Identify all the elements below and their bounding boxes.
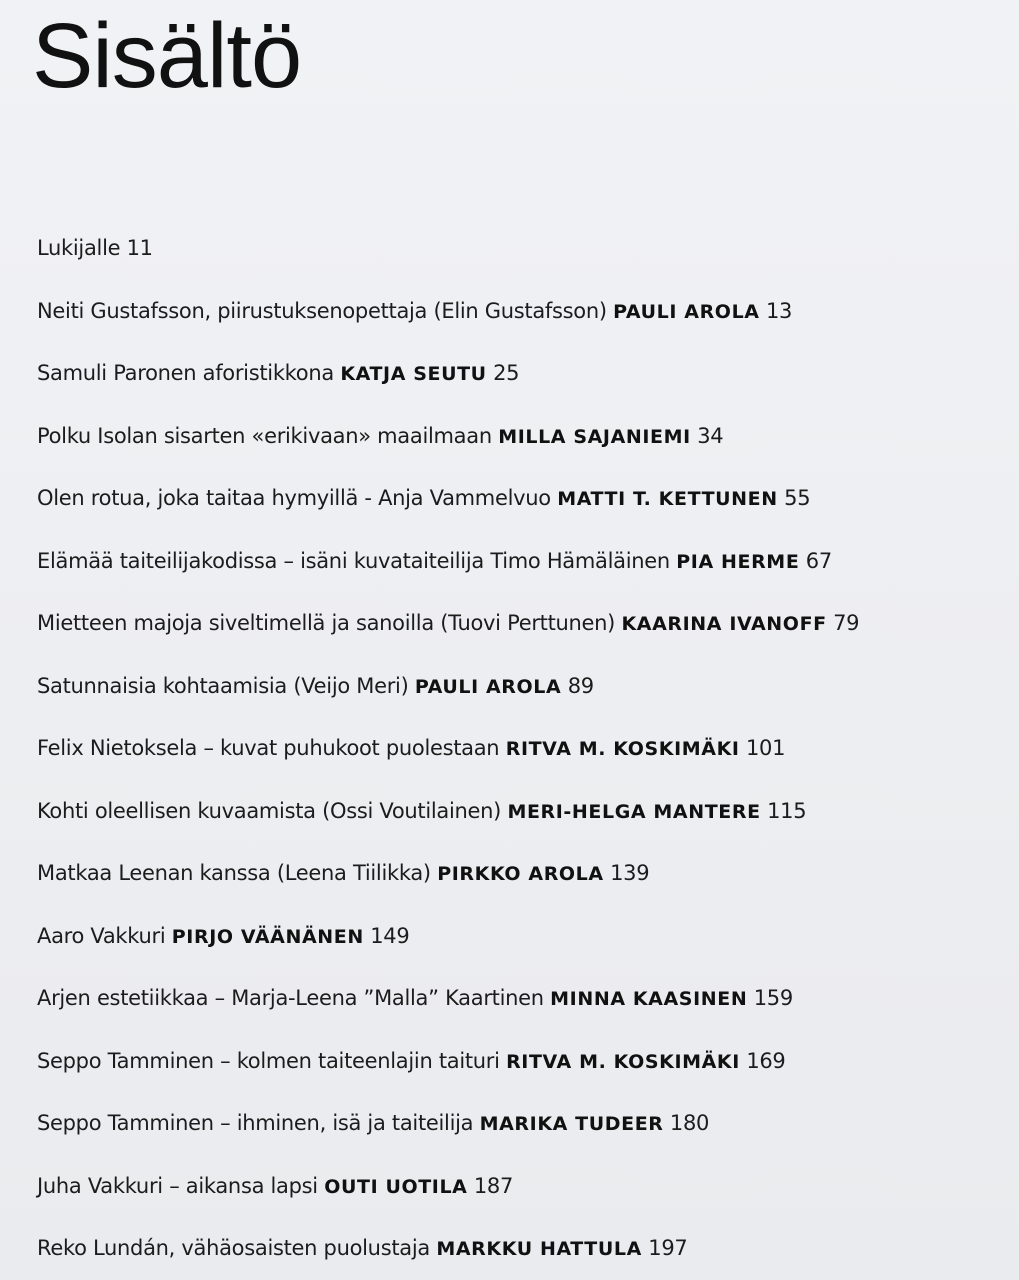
entry-title: Samuli Paronen aforistikkona <box>37 361 334 385</box>
entry-title: Reko Lundán, vähäosaisten puolustaja <box>37 1236 430 1260</box>
entry-author: RITVA M. KOSKIMÄKI <box>505 738 740 760</box>
toc-entry <box>37 921 859 984</box>
toc-entry <box>37 608 859 671</box>
entry-title: Olen rotua, joka taitaa hymyillä - Anja Vammelvuo <box>37 486 551 510</box>
entry-title: Neiti Gustafsson, piirustuksenopettaja (Elin Gustafsson) <box>37 298 607 323</box>
entry-page-number: 197 <box>648 1236 688 1260</box>
entry-title: Elämää taiteilijakodissa – isäni kuvataiteilija Timo Hämäläinen <box>37 548 670 573</box>
toc-entry <box>37 483 859 546</box>
entry-page-number: 67 <box>805 548 832 573</box>
entry-author: MINNA KAASINEN <box>550 988 748 1010</box>
entry-title: Aaro Vakkuri <box>37 923 166 948</box>
entry-author: PIA HERME <box>676 550 800 573</box>
toc-entry <box>37 671 859 734</box>
entry-author: PAULI AROLA <box>613 300 760 323</box>
entry-author: PIRJO VÄÄNÄNEN <box>171 925 364 948</box>
toc-entry <box>37 733 859 796</box>
entry-author: OUTI UOTILA <box>324 1175 468 1198</box>
entry-page-number: 55 <box>784 486 811 510</box>
entry-title: Satunnaisia kohtaamisia (Veijo Meri) <box>37 673 409 698</box>
toc-entry <box>37 1233 859 1280</box>
toc-entry <box>37 1171 859 1234</box>
entry-author: MILLA SAJANIEMI <box>498 425 691 448</box>
entry-page-number: 169 <box>746 1048 786 1073</box>
page-title: Sisältö <box>32 5 302 107</box>
toc-entry <box>37 983 859 1046</box>
entry-author: MARIKA TUDEER <box>479 1113 664 1135</box>
entry-author: PAULI AROLA <box>414 675 562 698</box>
entry-page-number: 89 <box>567 673 594 698</box>
entry-page-number: 187 <box>473 1173 514 1198</box>
entry-title: Seppo Tamminen – ihminen, isä ja taiteilija <box>37 1111 474 1135</box>
toc-entry <box>37 358 859 421</box>
entry-author: MATTI T. KETTUNEN <box>557 488 778 510</box>
entry-title: Kohti oleellisen kuvaamista (Ossi Voutilainen) <box>37 798 502 823</box>
entry-page-number: 13 <box>765 298 793 323</box>
entry-author: MARKKU HATTULA <box>436 1238 642 1260</box>
entry-page-number: 101 <box>745 736 786 760</box>
entry-title: Seppo Tamminen – kolmen taiteenlajin taituri <box>37 1048 500 1073</box>
entry-title: Mietteen majoja siveltimellä ja sanoilla (Tuovi Perttunen) <box>37 611 616 635</box>
entry-title: Matkaa Leenan kanssa (Leena Tiilikka) <box>37 861 431 885</box>
entry-title: Felix Nietoksela – kuvat puhukoot puolestaan <box>37 736 500 760</box>
entry-page-number: 79 <box>833 611 860 635</box>
toc-entry <box>37 1108 859 1171</box>
toc-entry <box>37 233 859 296</box>
toc-entry <box>37 796 859 859</box>
entry-page-number: 180 <box>669 1111 710 1135</box>
entry-author: MERI-HELGA MANTERE <box>507 800 761 823</box>
entry-page-number: 11 <box>126 236 153 260</box>
entry-author: RITVA M. KOSKIMÄKI <box>506 1050 740 1073</box>
entry-title: Lukijalle <box>37 236 121 260</box>
entry-page-number: 149 <box>370 923 410 948</box>
entry-page-number: 159 <box>753 986 793 1010</box>
entry-page-number: 25 <box>493 361 520 385</box>
entry-author: PIRKKO AROLA <box>437 863 604 885</box>
entry-author: KAARINA IVANOFF <box>621 613 827 635</box>
entry-author: KATJA SEUTU <box>340 363 487 385</box>
toc-entry <box>37 858 859 921</box>
entry-title: Arjen estetiikkaa – Marja-Leena ”Malla” Kaartinen <box>37 986 544 1010</box>
entry-page-number: 115 <box>767 798 807 823</box>
entry-page-number: 139 <box>610 861 650 885</box>
entry-title: Polku Isolan sisarten «erikivaan» maailmaan <box>37 423 492 448</box>
toc-entry <box>37 1046 859 1109</box>
toc-entry <box>37 421 859 484</box>
toc-entry <box>37 546 859 609</box>
entry-page-number: 34 <box>697 423 724 448</box>
toc-entry <box>37 296 859 359</box>
entry-title: Juha Vakkuri – aikansa lapsi <box>37 1173 318 1198</box>
table-of-contents <box>37 233 859 1280</box>
